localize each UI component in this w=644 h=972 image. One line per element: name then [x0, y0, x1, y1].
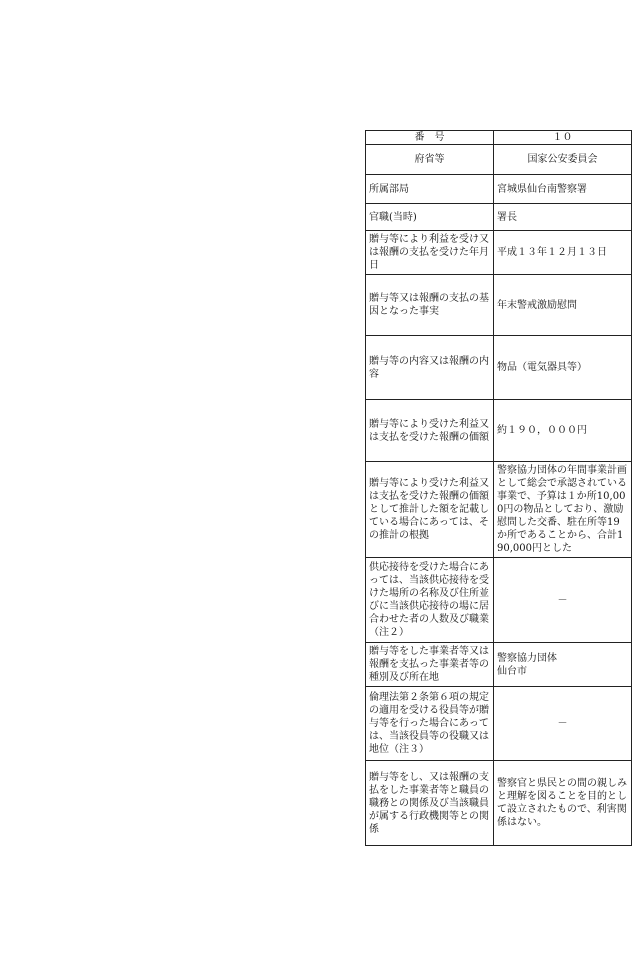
- donor-type: 警察協力団体: [497, 652, 557, 664]
- table-row: [366, 145, 632, 175]
- table-row: [366, 336, 632, 400]
- entertainment-label: 供応接待を受けた場合にあっては、当該供応接待を受けた場所の名称及び住所並びに当該供応接待の場に居合わせた者の人数及び職業（注２）: [366, 558, 494, 643]
- cause-label: 贈与等又は報酬の支払の基因となった事実: [366, 275, 494, 336]
- position-label: 官職(当時): [366, 204, 494, 231]
- relationship-label: 贈与等をし、又は報酬の支払をした事業者等と職員の職務との関係及び当該職員が属する行政機関等との関係: [366, 761, 494, 846]
- officer-value: －: [494, 687, 632, 761]
- table-row: [366, 761, 632, 846]
- number-value: １０: [494, 131, 632, 145]
- table-row: [366, 231, 632, 275]
- table-row: [366, 462, 632, 558]
- cause-value: 年末警戒激励慰問: [494, 275, 632, 336]
- table-row: [366, 687, 632, 761]
- table-row: [366, 558, 632, 643]
- table-row: [366, 204, 632, 231]
- estimate-basis-label: 贈与等により受けた利益又は支払を受けた報酬の価額として推計した額を記載している場合にあっては、その推計の根拠: [366, 462, 494, 558]
- relationship-value: 警察官と県民との間の親しみと理解を図ることを目的として設立されたもので、利害関係はない。: [494, 761, 632, 846]
- number-label: 番 号: [366, 131, 494, 145]
- table-row: [366, 275, 632, 336]
- amount-value: 約１９０，０００円: [494, 400, 632, 462]
- donor-label: 贈与等をした事業者等又は報酬を支払った事業者等の種別及び所在地: [366, 643, 494, 687]
- disclosure-sheet: [365, 130, 631, 846]
- table-row: [366, 131, 632, 145]
- table-row: [366, 400, 632, 462]
- table-row: [366, 175, 632, 204]
- table-row: [366, 643, 632, 687]
- estimate-basis-value: 警察協力団体の年間事業計画として総会で承認されている事業で、予算は１か所10,000円の物品としており、激励慰問した交番、駐在所等19か所であることから、合計190,000円とした: [494, 462, 632, 558]
- position-value: 署長: [494, 204, 632, 231]
- donor-location: 仙台市: [497, 665, 527, 677]
- department-label: 所属部局: [366, 175, 494, 204]
- ministry-label: 府省等: [366, 145, 494, 175]
- officer-label: 倫理法第２条第６項の規定の適用を受ける役員等が贈与等を行った場合にあっては、当該役員等の役職又は地位（注３）: [366, 687, 494, 761]
- gift-report-table: [365, 130, 632, 846]
- date-label: 贈与等により利益を受け又は報酬の支払を受けた年月日: [366, 231, 494, 275]
- amount-label: 贈与等により受けた利益又は支払を受けた報酬の価額: [366, 400, 494, 462]
- department-value: 宮城県仙台南警察署: [494, 175, 632, 204]
- ministry-value: 国家公安委員会: [494, 145, 632, 175]
- content-value: 物品（電気器具等）: [494, 336, 632, 400]
- content-label: 贈与等の内容又は報酬の内容: [366, 336, 494, 400]
- date-value: 平成１３年１２月１３日: [494, 231, 632, 275]
- donor-value: [494, 643, 632, 687]
- entertainment-value: －: [494, 558, 632, 643]
